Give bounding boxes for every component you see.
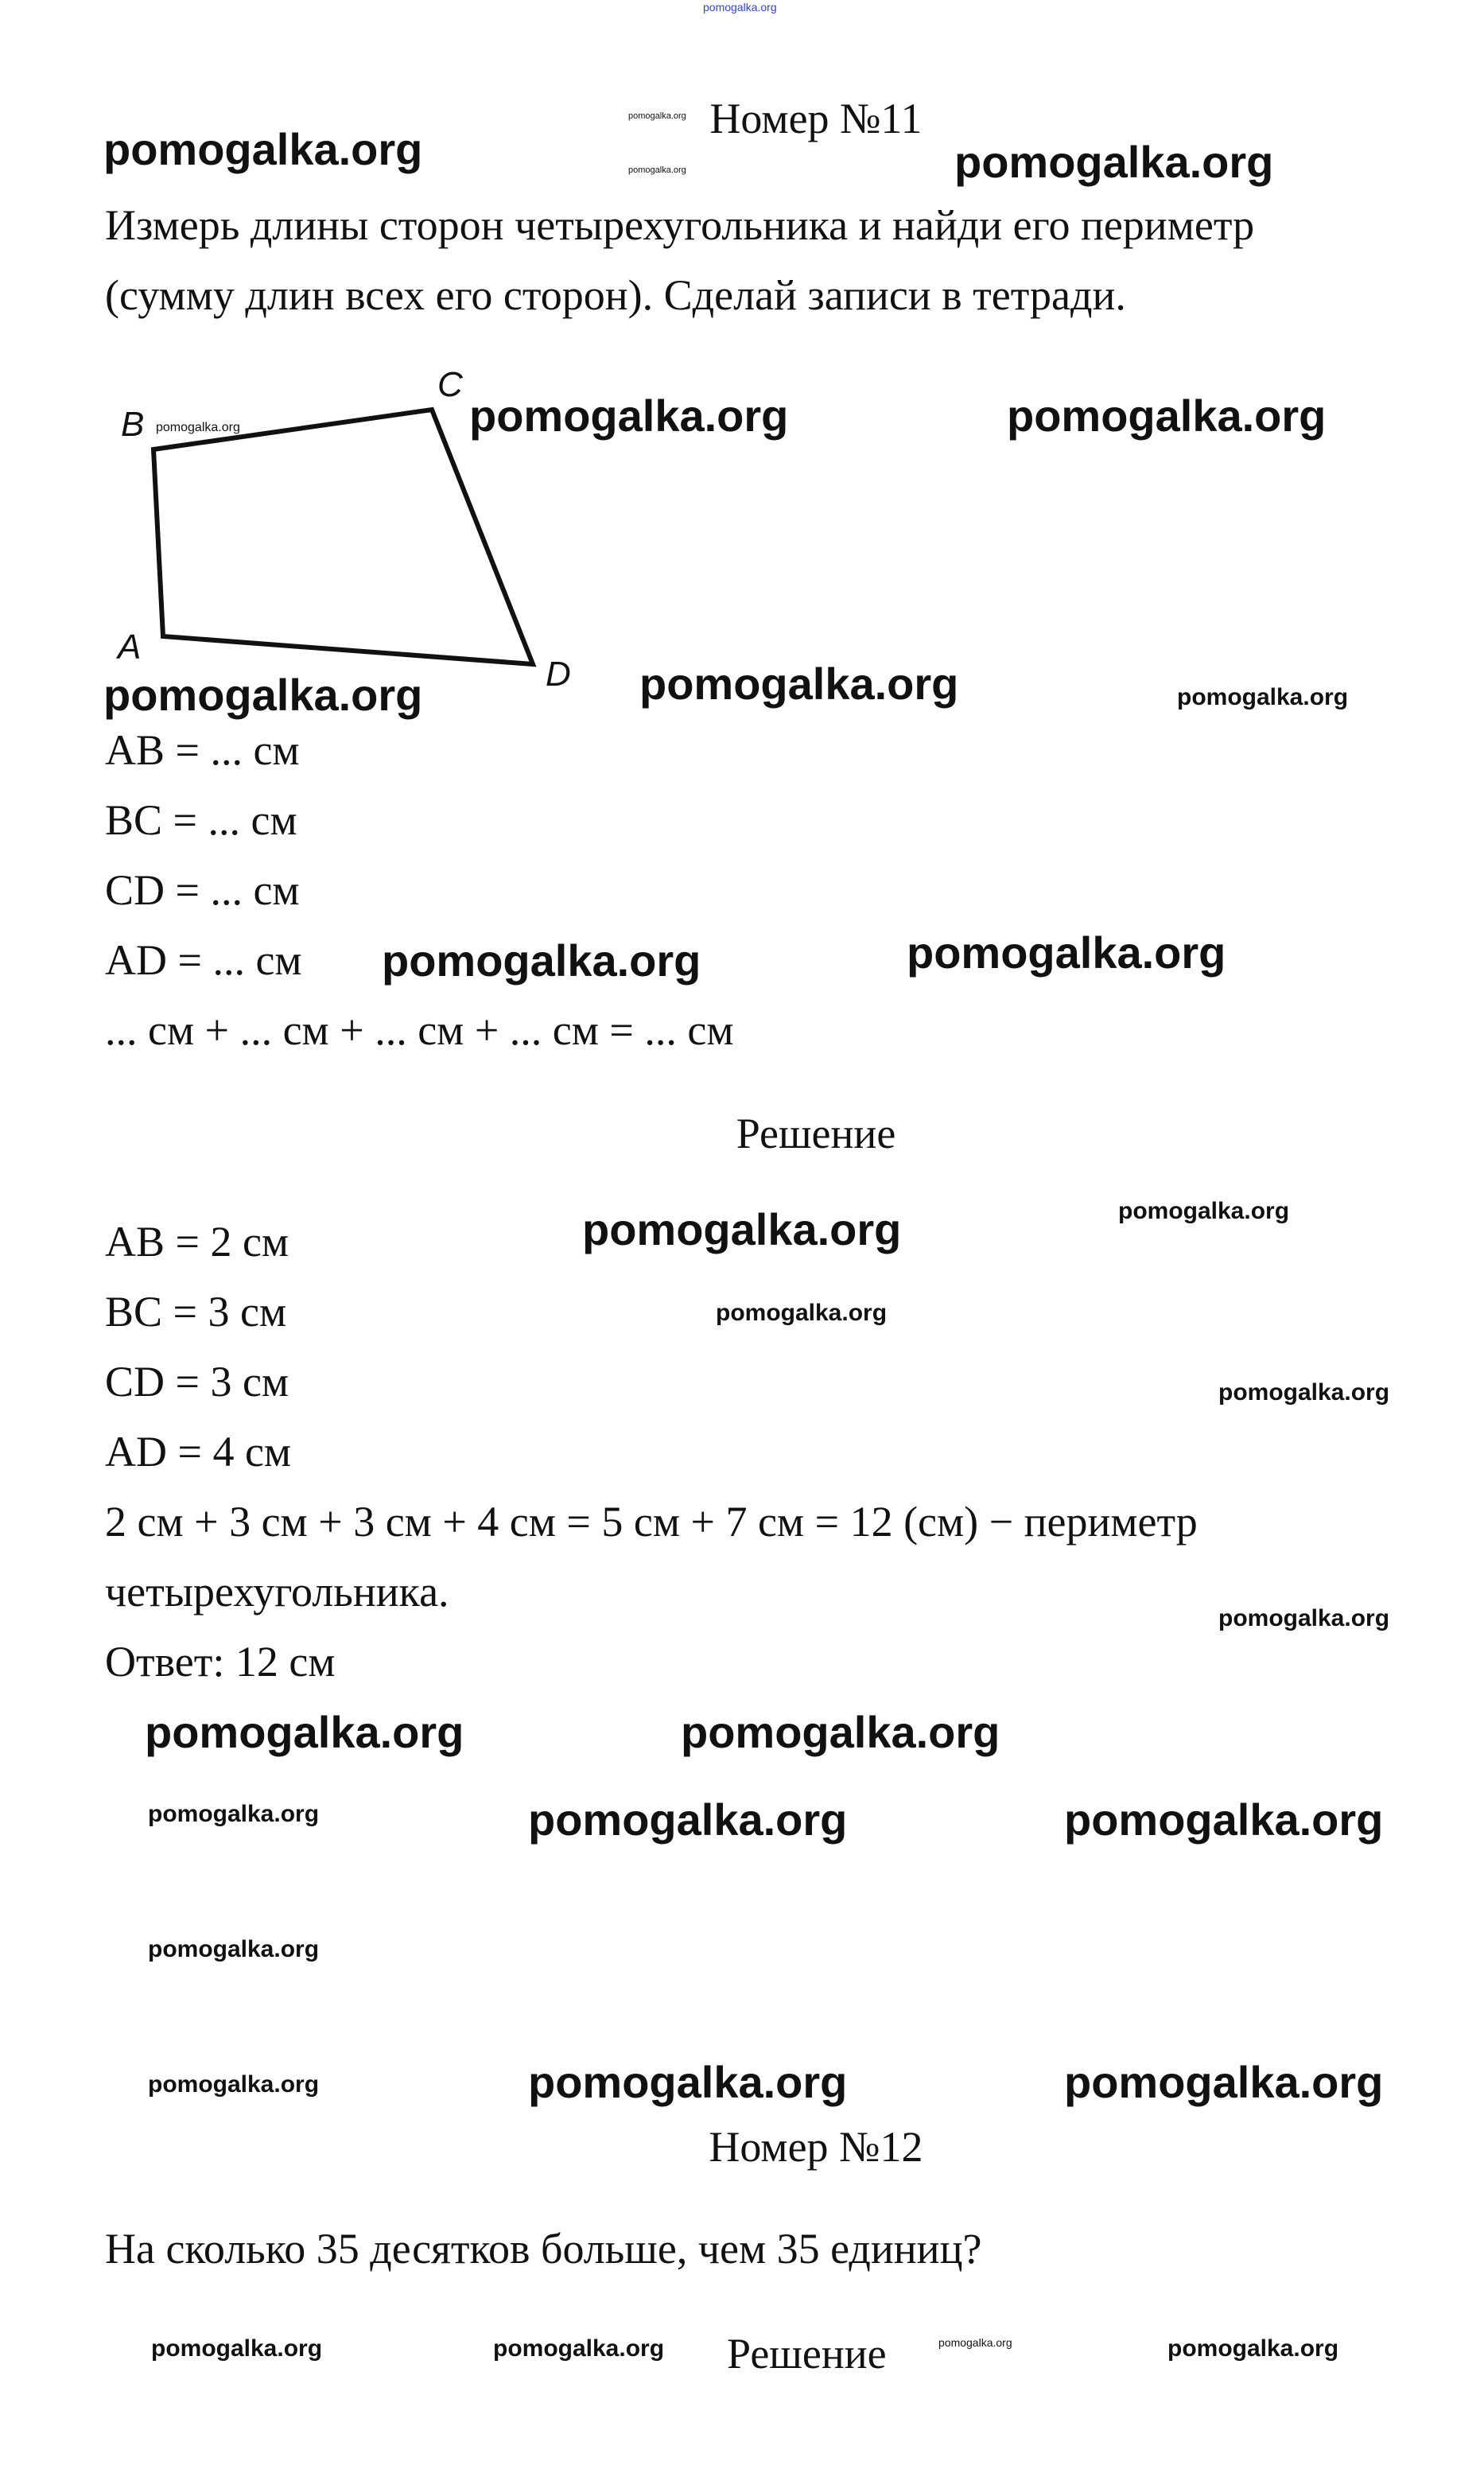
task-12-question: На сколько 35 десятков больше, чем 35 единиц? bbox=[105, 2225, 982, 2273]
watermark: pomogalka.org bbox=[582, 1204, 902, 1254]
task-12-title: Номер №12 bbox=[709, 2123, 923, 2171]
watermark: pomogalka.org bbox=[1118, 1198, 1290, 1224]
watermark: pomogalka.org bbox=[1167, 2335, 1339, 2362]
solution-cd: CD = 3 см bbox=[105, 1358, 289, 1406]
watermark: pomogalka.org bbox=[148, 1801, 320, 1827]
task-11-title: Номер №11 bbox=[709, 95, 923, 142]
watermark: pomogalka.org bbox=[103, 670, 423, 720]
watermark: pomogalka.org bbox=[938, 2336, 1012, 2349]
solution-sum: 2 см + 3 см + 3 см + 4 см = 5 см + 7 см = 12 (см) − периметр bbox=[105, 1498, 1198, 1546]
blank-cd: CD = ... см bbox=[105, 866, 300, 914]
blank-bc: BC = ... см bbox=[105, 796, 297, 844]
watermark: pomogalka.org bbox=[528, 1794, 848, 1845]
vertex-label-b: B bbox=[121, 405, 145, 444]
watermark: pomogalka.org bbox=[151, 2335, 323, 2362]
task-11-text-line1: Измерь длины сторон четырехугольника и найди его периметр bbox=[105, 201, 1255, 249]
task-11-text-line2: (сумму длин всех его сторон). Сделай записи в тетради. bbox=[105, 271, 1126, 319]
watermark: pomogalka.org bbox=[1177, 684, 1349, 710]
watermark: pomogalka.org bbox=[382, 935, 701, 986]
solution-answer: Ответ: 12 см bbox=[105, 1638, 336, 1686]
solution-title: Решение bbox=[736, 1110, 896, 1157]
task-12-solution-title: Решение bbox=[727, 2330, 887, 2378]
quadrilateral-figure bbox=[0, 0, 636, 720]
watermark: pomogalka.org bbox=[1064, 2057, 1384, 2107]
watermark: pomogalka.org bbox=[639, 659, 959, 709]
quadrilateral-abcd bbox=[153, 410, 533, 664]
watermark: pomogalka.org bbox=[954, 137, 1274, 187]
vertex-label-c: C bbox=[437, 365, 463, 404]
watermark: pomogalka.org bbox=[493, 2335, 665, 2362]
blank-ad: AD = ... см bbox=[105, 936, 302, 984]
watermark: pomogalka.org bbox=[1064, 1794, 1384, 1845]
watermark: pomogalka.org bbox=[469, 391, 789, 441]
vertex-label-a: A bbox=[118, 628, 142, 667]
watermark: pomogalka.org bbox=[703, 1, 777, 14]
blank-sum: ... см + ... см + ... см + ... см = ... см bbox=[105, 1006, 734, 1054]
watermark: pomogalka.org bbox=[148, 2071, 320, 2098]
watermark: pomogalka.org bbox=[1218, 1379, 1390, 1406]
watermark: pomogalka.org bbox=[156, 421, 240, 434]
watermark: pomogalka.org bbox=[681, 1707, 1000, 1757]
blank-ab: AB = ... см bbox=[105, 726, 300, 774]
watermark: pomogalka.org bbox=[907, 927, 1226, 978]
watermark: pomogalka.org bbox=[628, 165, 686, 175]
solution-bc: BC = 3 см bbox=[105, 1288, 287, 1336]
watermark: pomogalka.org bbox=[628, 111, 686, 121]
watermark: pomogalka.org bbox=[103, 124, 423, 174]
solution-ab: AB = 2 см bbox=[105, 1218, 289, 1266]
watermark: pomogalka.org bbox=[716, 1300, 888, 1326]
watermark: pomogalka.org bbox=[1218, 1605, 1390, 1631]
vertex-label-d: D bbox=[546, 655, 571, 694]
solution-sum-cont: четырехугольника. bbox=[105, 1568, 449, 1616]
watermark: pomogalka.org bbox=[145, 1707, 464, 1757]
solution-ad: AD = 4 см bbox=[105, 1428, 292, 1476]
watermark: pomogalka.org bbox=[528, 2057, 848, 2107]
watermark: pomogalka.org bbox=[1007, 391, 1327, 441]
watermark: pomogalka.org bbox=[148, 1936, 320, 1962]
